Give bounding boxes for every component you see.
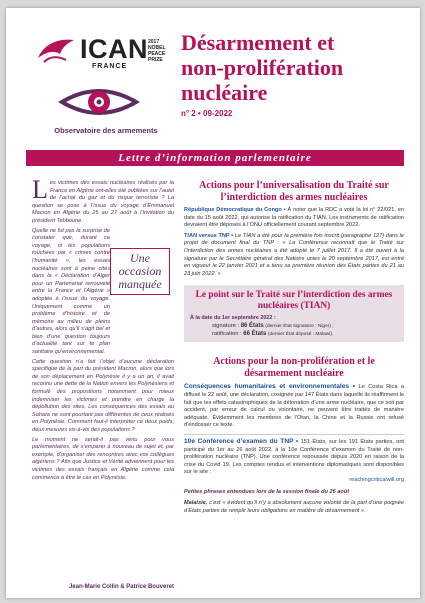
section-title-universalisation: Actions pour l’universalisation du Traité sur l’interdiction des armes nucléaires [199,180,389,203]
nobel-prize-mark: 2017 NOBEL PEACE PRIZE [148,39,166,63]
news-item: République Démocratique du Congo • À noter que la RDC a voté la loi n° 22/021, en date du 15 août 2022, qui autorise la ratification du TIAN. Les instruments de ratification devraient être déposés à l’ONU officiellement courant septembre 2022. [184,207,404,229]
observatory-eye-icon [54,82,144,122]
quote-item: Malaisie, c’est « évident qu’il n’y a absolument aucune volonté de la part d’une poignée d’États parties de remplir leurs obligations en matière de désarmement ». [184,500,404,514]
main-column [184,180,404,515]
newsletter-title: Désarmement et non-prolifération nucléaire [181,30,344,105]
pullout-quote: Une occasion manquée [110,248,170,295]
divider [184,434,404,435]
source-link[interactable]: reachingcriticalwill.org [349,476,404,483]
news-item: TIAN versus TNP • Le TIAN a été pour la première fois inscrit (paragraphe 127) dans le projet de document final du TNP : « La Conférence reconnaît que le Traité sur l’interdiction des armes nucléaires a été adopté le 7 juillet 2017. Il a été ouvert à la signature par le Secrétaire général des Nations unies le 20 septembre 2017, est entré en vigueur le 22 janvier 2021 et a tenu sa première réunion des États parties du 21 au 23 juin 2022. » [184,232,404,277]
news-item: Conséquences humanitaires et environnementales • Le Costa Rica a diffusé le 22 août, une déclaration, cosignée par 147 États dans laquelle ils réaffirment le fait que les effets catastrophiques de la détonation d’une arme nucléaire, que ce soit par accident, par erreur de calcul ou volontaire, ne peuvent être traités de manière adéquate. Évidemment les membres de l’Otan, la Chine et la Russie ont refusé d’endosser ce texte. [184,383,404,429]
ican-wordmark: ICAN [80,34,148,64]
editorial-paragraph: Cette question n’a fait l’objet d’aucune déclaration spécifique de la part du président Macron, alors que lors de son déplacement en Polynésie il y a un an, il avait reconnu une dette de la Nation envers les Polynésiens et formulé des propositions notamment pour mieux indemniser les victimes et prendre en charge la dépollution des sites. Les conséquences des essais au Sahara ne sont pourtant pas différentes de ceux réalisés en Polynésie. Comment faut-il interpréter ce deux poids, deux mesures vis-à-vis des populations ? [32,358,174,433]
signature-count: signature : 86 États (dernier État signataire : Niger) ; [212,323,334,330]
masthead [181,30,411,118]
editorial-paragraph: Le moment ne serait-il pas venu pour vous parlementaires, de s’emparer à nouveau de sujet et, par exemple, d’organiser des rencontres avec vos collègues algériens ? Afin que Justice et Vérité adviennent pour les victimes des essais français en Algérie comme cela commence à être le cas en Polynésie. [32,436,174,481]
treaty-status-box [184,285,404,342]
ican-dove-icon [36,36,76,66]
editorial-column [32,175,174,482]
status-date: À la date du 1er septembre 2022 : [190,315,276,322]
ratification-count: ratification : 66 États (dernier État déposé : Malawi). [212,331,334,338]
section-title-non-proliferation: Actions pour la non-prolifération et le désarmement nucléaire [213,356,375,380]
editorial-paragraph: Les victimes des essais nucléaires réalisés par la France en Algérie ont-elles été oubliées sur l’autel de l’achat du gaz et du risque terroriste ? La question se pose à l’issue du voyage d’Emmanuel Macron en Algérie du 25 au 27 août à l’invitation du président Tebboune. [32,175,174,224]
ican-country: FRANCE [92,63,128,70]
newsletter-page [6,8,420,598]
editorial-signature: Jean-Marie Collin & Patrice Bouveret [68,584,174,590]
issue-number: n° 2 • 09-2022 [181,109,233,118]
status-box-title: Le point sur le Traité sur l’interdiction des armes nucléaires (TIAN) [195,290,393,312]
observatory-label: Observatoire des armements [54,126,158,135]
dropcap: L [32,175,48,204]
news-item: 10e Conférence d’examen du TNP • 151 États, sur les 191 États parties, ont participé du 1er au 26 août 2022, à la 10e Conférence d’examen du Traité de non-prolifération nucléaire (TNP). Une conférence repoussée depuis 2020 en raison de la crise du Covid 19. Les comptes rendus et interventions diplomatiques sont disponibles sur le site : reachingcriticalwill.org [184,437,404,483]
subtitle-banner: Lettre d’information parlementaire [26,150,404,166]
quotes-heading: Petites phrases entendues lors de la session finale du 26 août [184,489,350,496]
editorial-paragraph: Quelle ne fut pas la surprise de constater que, durant ce voyage, ni les populations touchées par « crimes contre l’humanité », les essais nucléaires sont à peine cités dans la « Déclaration d’Alger pour un Partenariat renouvelé entre la France et l’Algérie » adoptée à l’issue du voyage. Uniquement comme un problème d’histoire et de mémoire au milieu de pleins d’autres, alors qu’il s’agit bel et bien d’une question toujours d’actualité tant sur le plan sanitaire qu’environnemental. [32,227,110,356]
logo-area [36,30,176,150]
